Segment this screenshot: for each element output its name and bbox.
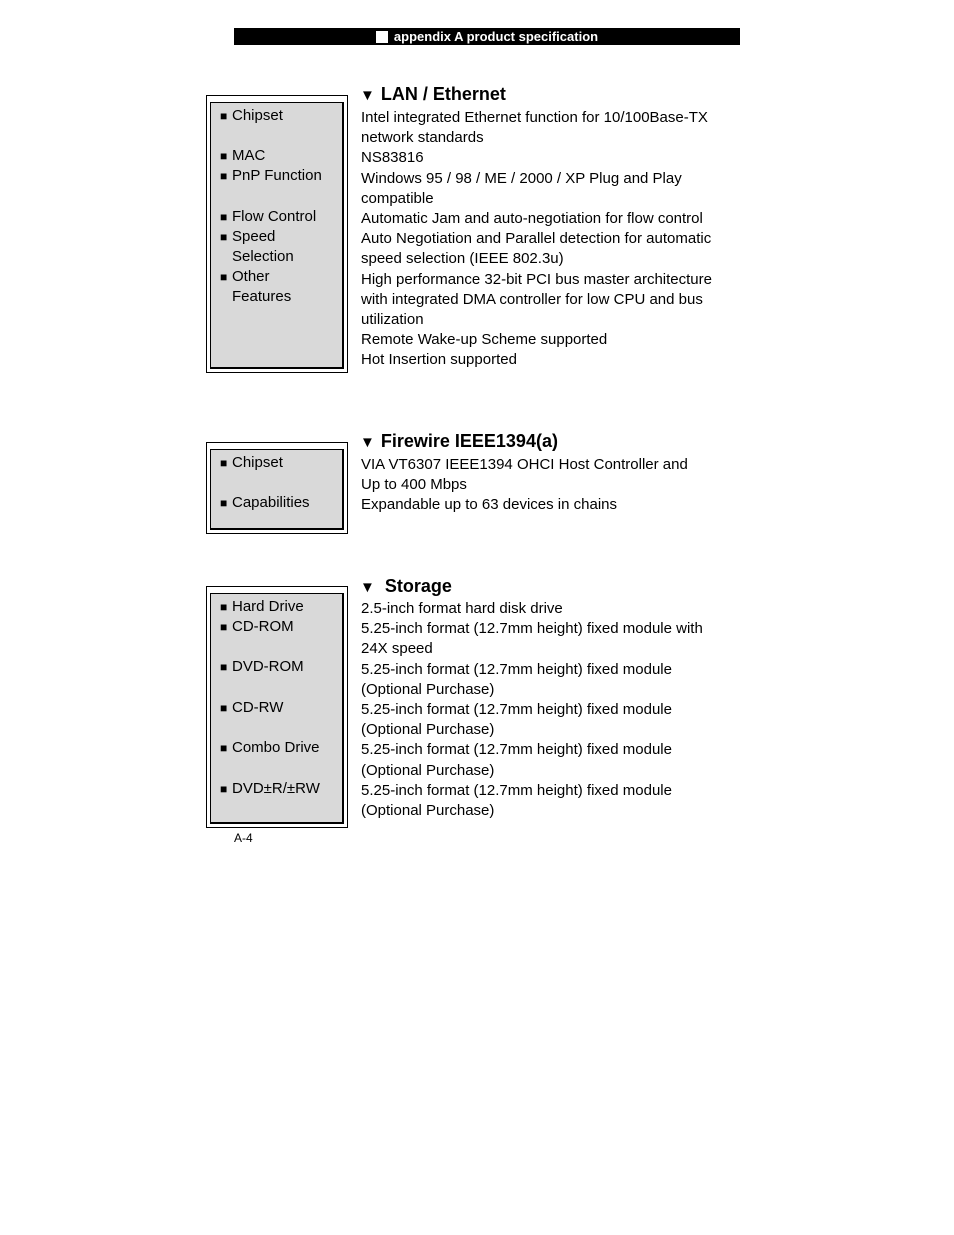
storage-label-combo: ■ Combo Drive bbox=[220, 739, 320, 756]
lan-line: NS83816 bbox=[361, 149, 424, 167]
page-header bbox=[234, 28, 740, 45]
lan-line: speed selection (IEEE 802.3u) bbox=[361, 250, 564, 268]
firewire-section bbox=[206, 431, 746, 535]
page-number: A-4 bbox=[234, 831, 253, 845]
square-bullet-icon bbox=[376, 31, 388, 43]
lan-line: Hot Insertion supported bbox=[361, 351, 517, 369]
storage-label-cdrom: ■ CD-ROM bbox=[220, 618, 294, 635]
storage-line: (Optional Purchase) bbox=[361, 761, 495, 779]
storage-line: 5.25-inch format (12.7mm height) fixed module with bbox=[361, 620, 703, 638]
header-text: appendix A product specification bbox=[393, 29, 599, 44]
lan-line: Automatic Jam and auto-negotiation for flow control bbox=[361, 210, 703, 228]
storage-title: ▼ Storage bbox=[360, 576, 452, 596]
storage-label-cdrw: ■ CD-RW bbox=[220, 699, 284, 716]
storage-line: 5.25-inch format (12.7mm height) fixed module bbox=[361, 781, 672, 799]
firewire-line: Up to 400 Mbps bbox=[361, 476, 467, 494]
lan-line: compatible bbox=[361, 189, 434, 207]
lan-label-speed-cont: Selection bbox=[232, 248, 294, 265]
lan-section bbox=[206, 84, 746, 376]
triangle-down-icon: ▼ bbox=[360, 434, 375, 451]
lan-label-speed: ■ Speed bbox=[220, 228, 276, 245]
firewire-line: Expandable up to 63 devices in chains bbox=[361, 496, 618, 514]
lan-line: Auto Negotiation and Parallel detection for automatic bbox=[361, 230, 712, 248]
storage-line: 5.25-inch format (12.7mm height) fixed module bbox=[361, 701, 672, 719]
storage-label-dvdrom: ■ DVD-ROM bbox=[220, 658, 304, 675]
lan-line: with integrated DMA controller for low CPU and bus bbox=[361, 290, 703, 308]
storage-section bbox=[206, 576, 746, 830]
storage-line: 24X speed bbox=[361, 640, 433, 658]
storage-line: (Optional Purchase) bbox=[361, 802, 495, 820]
lan-line: network standards bbox=[361, 129, 484, 147]
storage-label-dvdrw: ■ DVD±R/±RW bbox=[220, 780, 320, 797]
lan-label-pnp: ■ PnP Function bbox=[220, 167, 322, 184]
storage-label-hdd: ■ Hard Drive bbox=[220, 598, 304, 615]
storage-line: (Optional Purchase) bbox=[361, 721, 495, 739]
lan-line: Intel integrated Ethernet function for 10/100Base-TX bbox=[361, 109, 708, 126]
lan-label-mac: ■ MAC bbox=[220, 147, 266, 164]
lan-label-flow: ■ Flow Control bbox=[220, 208, 317, 225]
firewire-label-capabilities: ■ Capabilities bbox=[220, 494, 310, 511]
lan-label-other: ■ Other bbox=[220, 268, 270, 285]
storage-content bbox=[361, 599, 741, 821]
storage-line: 5.25-inch format (12.7mm height) fixed module bbox=[361, 741, 672, 759]
triangle-down-icon: ▼ bbox=[360, 87, 375, 104]
lan-line: Windows 95 / 98 / ME / 2000 / XP Plug and Play bbox=[361, 169, 682, 187]
triangle-down-icon: ▼ bbox=[360, 579, 375, 596]
lan-line: High performance 32-bit PCI bus master architecture bbox=[361, 270, 712, 288]
lan-content bbox=[361, 108, 741, 371]
firewire-label-chipset: ■ Chipset bbox=[220, 454, 283, 471]
storage-line: (Optional Purchase) bbox=[361, 680, 495, 698]
storage-line: 5.25-inch format (12.7mm height) fixed module bbox=[361, 660, 672, 678]
firewire-title: ▼ Firewire IEEE1394(a) bbox=[360, 431, 558, 451]
firewire-content bbox=[361, 455, 741, 516]
lan-line: utilization bbox=[361, 311, 424, 329]
firewire-line: VIA VT6307 IEEE1394 OHCI Host Controller and bbox=[361, 456, 688, 473]
lan-label-other-cont: Features bbox=[232, 288, 292, 305]
lan-title: ▼ LAN / Ethernet bbox=[360, 84, 506, 104]
storage-line: 2.5-inch format hard disk drive bbox=[361, 600, 563, 617]
lan-label-chipset: ■ Chipset bbox=[220, 107, 283, 124]
lan-line: Remote Wake-up Scheme supported bbox=[361, 331, 608, 349]
